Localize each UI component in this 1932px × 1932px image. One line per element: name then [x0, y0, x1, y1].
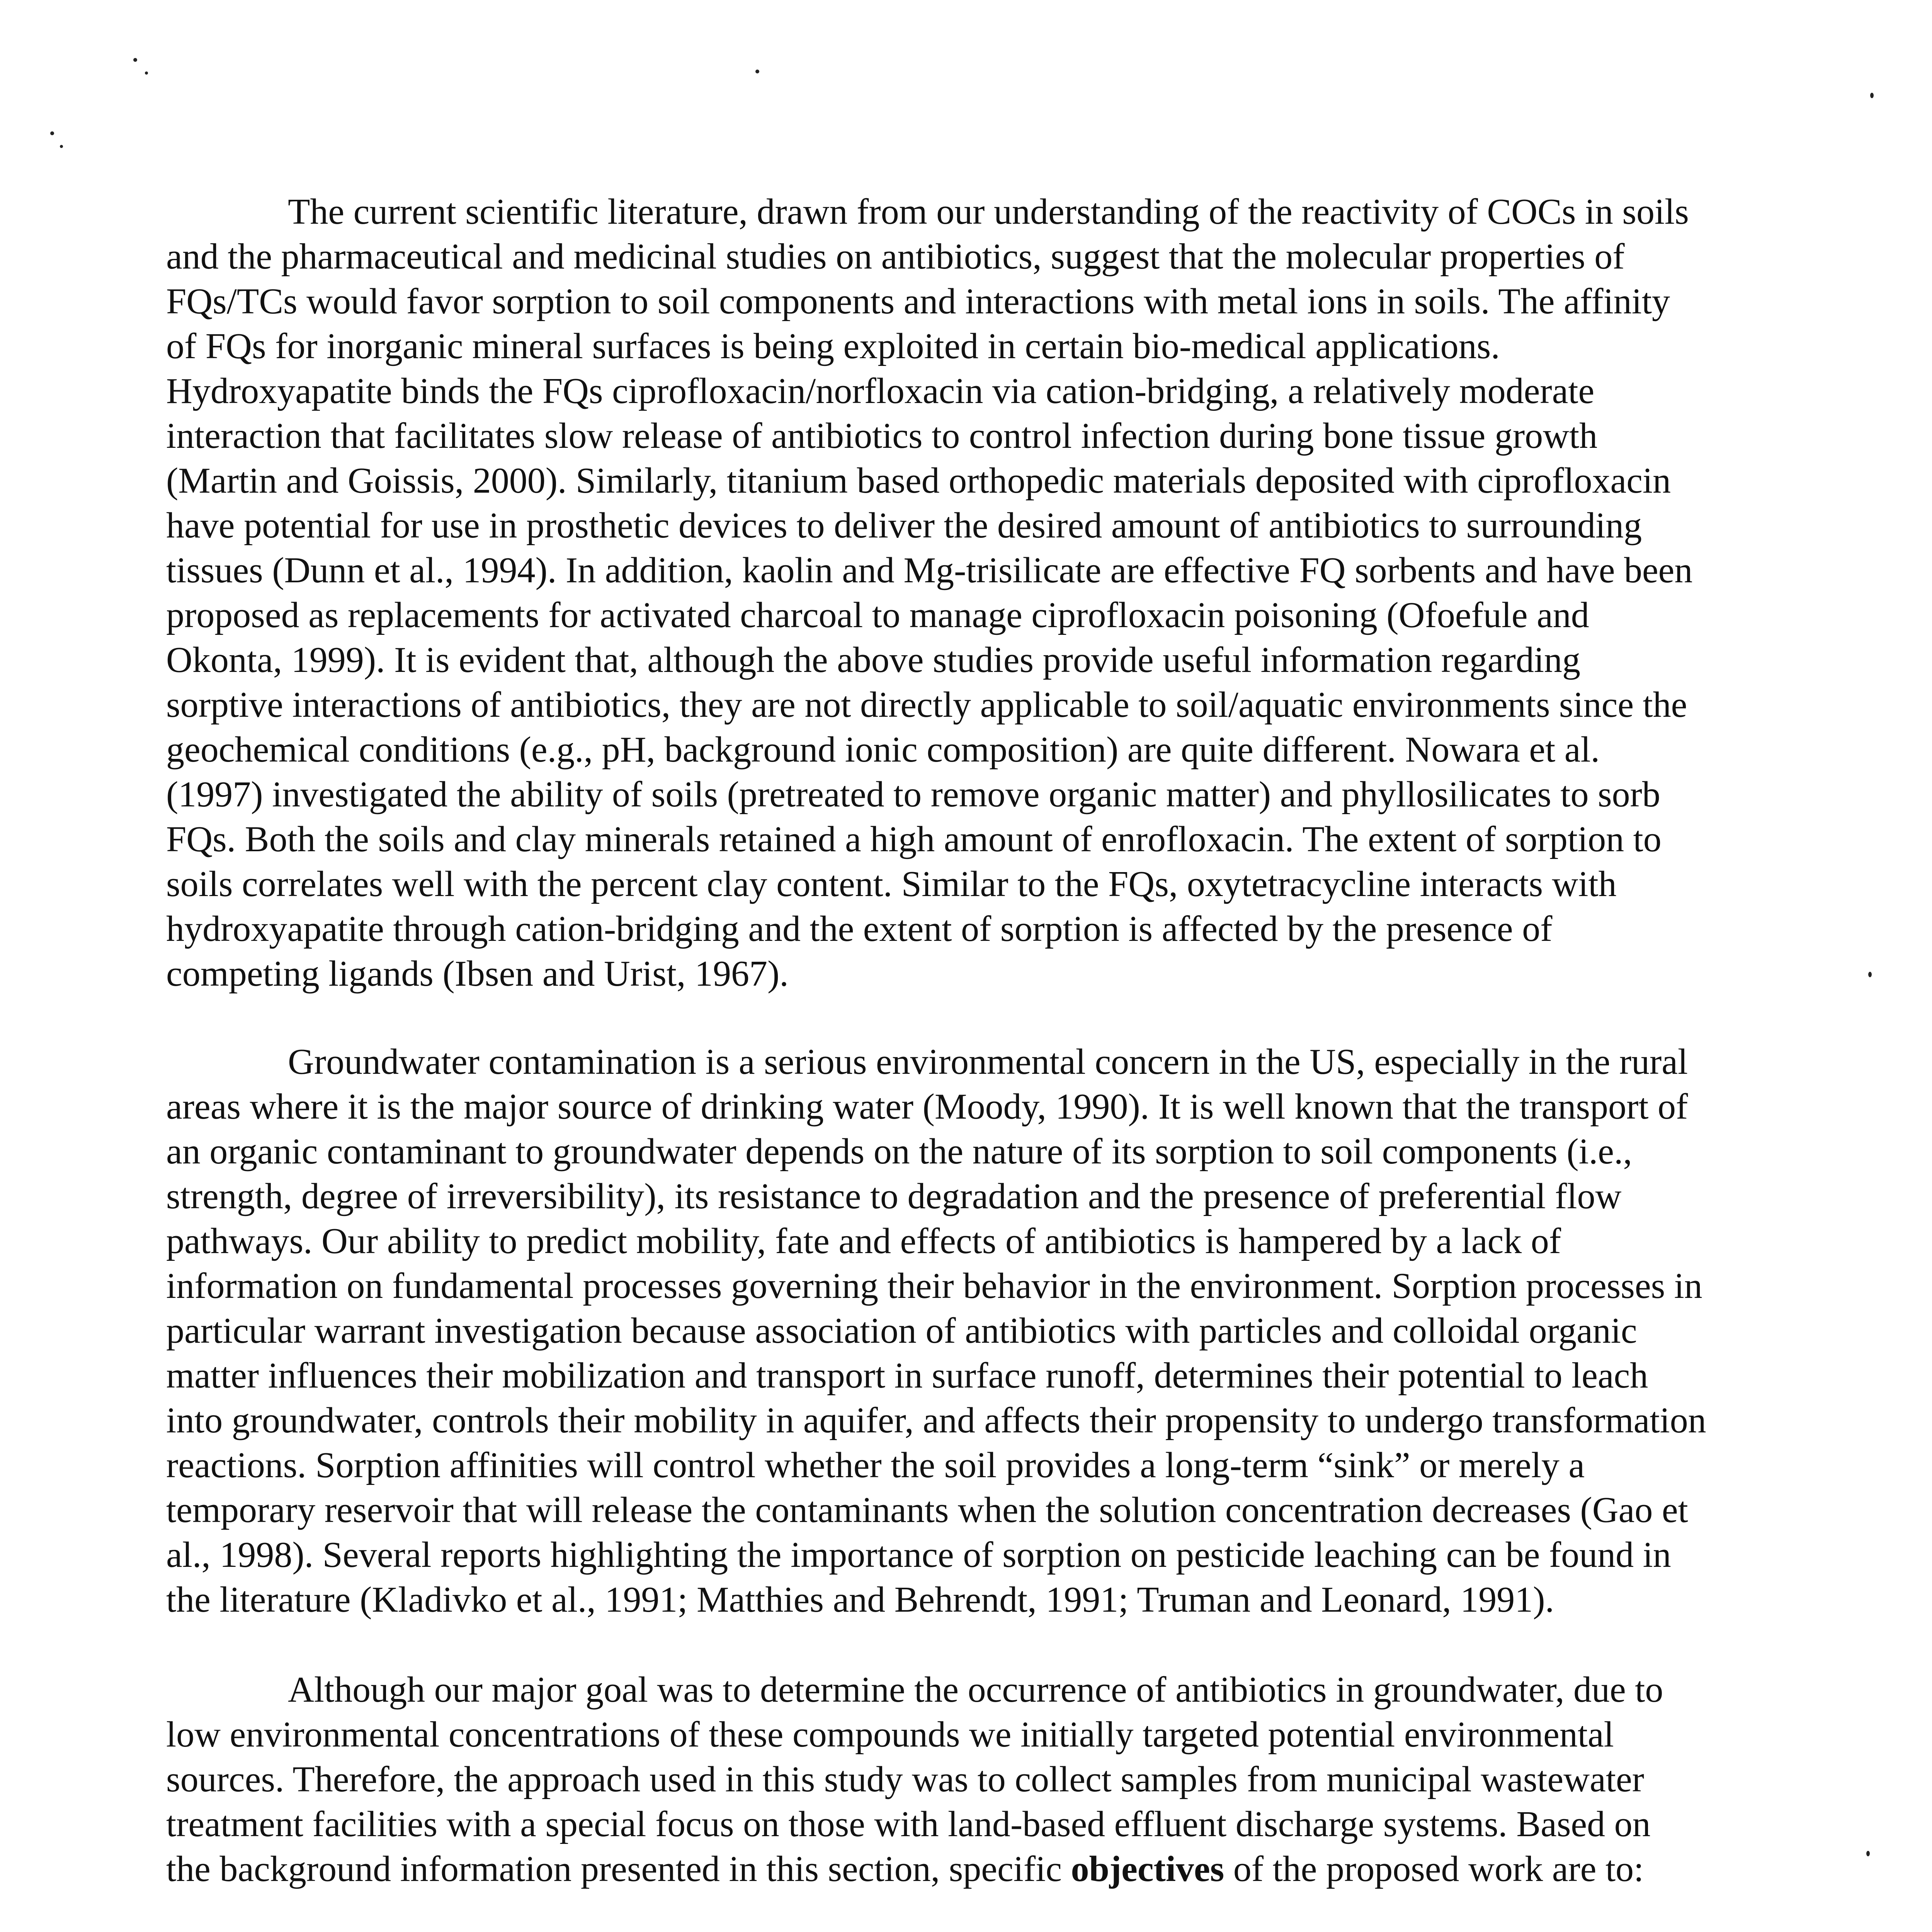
paragraph-1-line: competing ligands (Ibsen and Urist, 1967).	[166, 954, 789, 994]
paragraph-1-line: hydroxyapatite through cation-bridging and the extent of sorption is affected by the presence of	[166, 909, 1553, 949]
paragraph-1-line: Hydroxyapatite binds the FQs ciprofloxacin/norfloxacin via cation-bridging, a relatively moderate	[166, 371, 1595, 411]
paragraph-1-line: FQs/TCs would favor sorption to soil components and interactions with metal ions in soils. The affinity	[166, 281, 1670, 321]
paragraph-1-line: tissues (Dunn et al., 1994). In addition, kaolin and Mg-trisilicate are effective FQ sorbents and have been	[166, 550, 1693, 590]
paragraph-1-line: The current scientific literature, drawn from our understanding of the reactivity of COCs in soils	[288, 192, 1689, 232]
paragraph-2-line: particular warrant investigation because association of antibiotics with particles and colloidal organic	[166, 1311, 1637, 1351]
paragraph-2-line: an organic contaminant to groundwater depends on the nature of its sorption to soil components (i.e.,	[166, 1131, 1632, 1172]
paragraph-2-line: areas where it is the major source of drinking water (Moody, 1990). It is well known that the transport of	[166, 1087, 1688, 1127]
scan-speck	[1870, 93, 1874, 98]
scan-speck	[755, 70, 759, 73]
paragraph-3-last-line	[166, 1847, 1832, 1891]
paragraph-1-line: have potential for use in prosthetic devices to deliver the desired amount of antibiotics to surrounding	[166, 505, 1642, 546]
paragraph-2-line: al., 1998). Several reports highlighting the importance of sorption on pesticide leaching can be found in	[166, 1535, 1671, 1575]
paragraph-1-line: FQs. Both the soils and clay minerals retained a high amount of enrofloxacin. The extent of sorption to	[166, 819, 1662, 859]
paragraph-1	[166, 189, 1832, 996]
scan-speck	[133, 58, 137, 62]
paragraph-2-line: temporary reservoir that will release the contaminants when the solution concentration decreases (Gao et	[166, 1490, 1688, 1530]
paragraph-3-line: sources. Therefore, the approach used in this study was to collect samples from municipal wastewater	[166, 1759, 1644, 1799]
paragraph-1-line: sorptive interactions of antibiotics, they are not directly applicable to soil/aquatic environments since the	[166, 685, 1687, 725]
scan-speck	[60, 145, 63, 148]
paragraph-1-line: (Martin and Goissis, 2000). Similarly, titanium based orthopedic materials deposited with ciprofloxacin	[166, 461, 1671, 501]
paragraph-2-line: into groundwater, controls their mobility in aquifer, and affects their propensity to undergo transformation	[166, 1400, 1706, 1440]
paragraph-1-line: soils correlates well with the percent clay content. Similar to the FQs, oxytetracycline interacts with	[166, 864, 1617, 904]
scan-speck	[1868, 972, 1872, 977]
paragraph-1-line: (1997) investigated the ability of soils (pretreated to remove organic matter) and phyllosilicates to sorb	[166, 774, 1660, 815]
paragraph-2-line: information on fundamental processes governing their behavior in the environment. Sorption processes in	[166, 1266, 1702, 1306]
objectives-emphasis: objectives	[1071, 1849, 1225, 1889]
paragraph-3	[166, 1667, 1832, 1891]
paragraph-1-line: interaction that facilitates slow release of antibiotics to control infection during bone tissue growth	[166, 416, 1598, 456]
paragraph-1-line: of FQs for inorganic mineral surfaces is being exploited in certain bio-medical applications.	[166, 326, 1500, 366]
paragraph-3-line: treatment facilities with a special focus on those with land-based effluent discharge systems. Based on	[166, 1804, 1651, 1844]
scan-speck	[145, 71, 148, 75]
paragraph-2-line: strength, degree of irreversibility), its resistance to degradation and the presence of preferential flow	[166, 1176, 1622, 1216]
paragraph-2-line: pathways. Our ability to predict mobility, fate and effects of antibiotics is hampered by a lack of	[166, 1221, 1561, 1261]
paragraph-2-line: reactions. Sorption affinities will control whether the soil provides a long-term “sink” or merely a	[166, 1445, 1585, 1485]
paragraph-2-line: matter influences their mobilization and transport in surface runoff, determines their potential to leach	[166, 1355, 1648, 1396]
paragraph-1-line: Okonta, 1999). It is evident that, although the above studies provide useful information regarding	[166, 640, 1580, 680]
scan-speck	[50, 131, 54, 135]
paragraph-3-line: low environmental concentrations of these compounds we initially targeted potential environmental	[166, 1714, 1614, 1755]
paragraph-2	[166, 1039, 1832, 1622]
paragraph-1-line: proposed as replacements for activated charcoal to manage ciprofloxacin poisoning (Ofoefule and	[166, 595, 1589, 635]
paragraph-1-line: and the pharmaceutical and medicinal studies on antibiotics, suggest that the molecular properties of	[166, 236, 1625, 277]
paragraph-2-line: the literature (Kladivko et al., 1991; Matthies and Behrendt, 1991; Truman and Leonard, 1991).	[166, 1580, 1554, 1620]
scan-speck	[1866, 1851, 1870, 1856]
paragraph-3-text: of the proposed work are to:	[1224, 1849, 1644, 1889]
paragraph-3-text: the background information presented in this section, specific	[166, 1849, 1071, 1889]
paragraph-3-line: Although our major goal was to determine the occurrence of antibiotics in groundwater, due to	[288, 1670, 1663, 1710]
paragraph-1-line: geochemical conditions (e.g., pH, background ionic composition) are quite different. Nowara et al.	[166, 730, 1600, 770]
paragraph-2-line: Groundwater contamination is a serious environmental concern in the US, especially in the rural	[288, 1042, 1688, 1082]
